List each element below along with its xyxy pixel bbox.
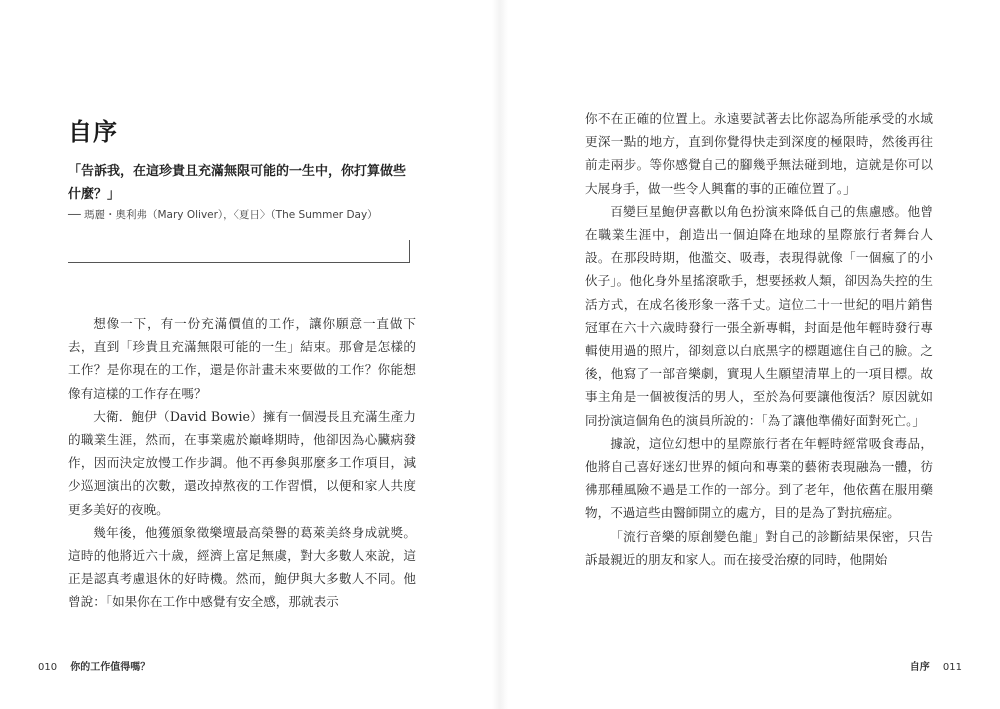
paragraph: 百變巨星鮑伊喜歡以角色扮演來降低自己的焦慮感。他曾在職業生涯中，創造出一個迫降在地球的星際旅行者舞台人設。在那段時期，他濫交、吸毒，表現得就像「一個瘋了的小伙子」。他化身外星搖滾歌手，想要拯救人類，卻因為失控的生活方式，在成名後形象一落千丈。這位二十一世紀的唱片銷售冠軍在六十六歲時發行一張全新專輯，封面是他年輕時發行專輯使用過的照片，卻刻意以白底黑字的標題遮住自己的臉。之後，他寫了一部音樂劇，實現人生願望清單上的一項目標。故事主角是一個被復活的男人，至於為何要讓他復活？原因就如同扮演這個角色的演員所說的：「為了讓他準備好面對死亡。」 (585, 203, 933, 428)
epigraph-quote: 「告訴我，在這珍貴且充滿無限可能的一生中，你打算做些什麼？」 (68, 164, 407, 202)
paragraph: 想像一下，有一份充滿價值的工作，讓你願意一直做下去，直到「珍貴且充滿無限可能的一生」結束。那會是怎樣的工作？是你現在的工作，還是你計畫未來要做的工作？你能想像有這樣的工作存在嗎？ (68, 316, 416, 401)
left-folio (38, 658, 150, 673)
paragraph-continued: 你不在正確的位置上。永遠要試著去比你認為所能承受的水域更深一點的地方，直到你覺得快走到深度的極限時，然後再往前走兩步。等你感覺自己的腳幾乎無法碰到地，這就是你可以大展身手，做一些令人興奮的事的正確位置了。」 (585, 111, 933, 196)
epigraph-rule-corner (409, 240, 410, 263)
paragraph: 大衛．鮑伊（David Bowie）擁有一個漫長且充滿生產力的職業生涯，然而，在事業處於巔峰期時，他卻因為心臟病發作，因而決定放慢工作步調。他不再參與那麼多工作項目，減少巡迴演出的次數，還改掉熬夜的工作習慣，以便和家人共度更多美好的夜晚。 (68, 408, 416, 517)
paragraph: 「流行音樂的原創變色龍」對自己的診斷結果保密，只告訴最親近的朋友和家人。而在接受治療的同時，他開始 (585, 528, 933, 567)
epigraph-attribution: ── 瑪麗・奧利弗（Mary Oliver），〈夏日〉（The Summer Day） (68, 209, 378, 221)
page-number: 011 (942, 662, 962, 673)
page-number: 010 (38, 662, 58, 673)
paragraph: 幾年後，他獲頒象徵樂壇最高榮譽的葛萊美終身成就獎。這時的他將近六十歲，經濟上富足無虞，對大多數人來說，這正是認真考慮退休的好時機。然而，鮑伊與大多數人不同。他曾說：「如果你在工作中感覺有安全感，那就表示 (68, 524, 416, 610)
right-body-text (585, 107, 933, 571)
paragraph: 據說，這位幻想中的星際旅行者在年輕時經常吸食毒品，他將自己喜好迷幻世界的傾向和專業的藝術表現融為一體，彷彿那種風險不過是工作的一部分。到了老年，他依舊在服用藥物，不過這些由醫師開立的處方，目的是為了對抗癌症。 (585, 435, 933, 521)
right-folio (910, 658, 962, 673)
epigraph-rule (68, 262, 410, 263)
page-gutter (492, 0, 508, 709)
left-body-text (68, 312, 416, 614)
running-head: 你的工作值得嗎？ (70, 662, 151, 673)
running-head: 自序 (909, 662, 930, 673)
chapter-title: 自序 (68, 118, 118, 146)
